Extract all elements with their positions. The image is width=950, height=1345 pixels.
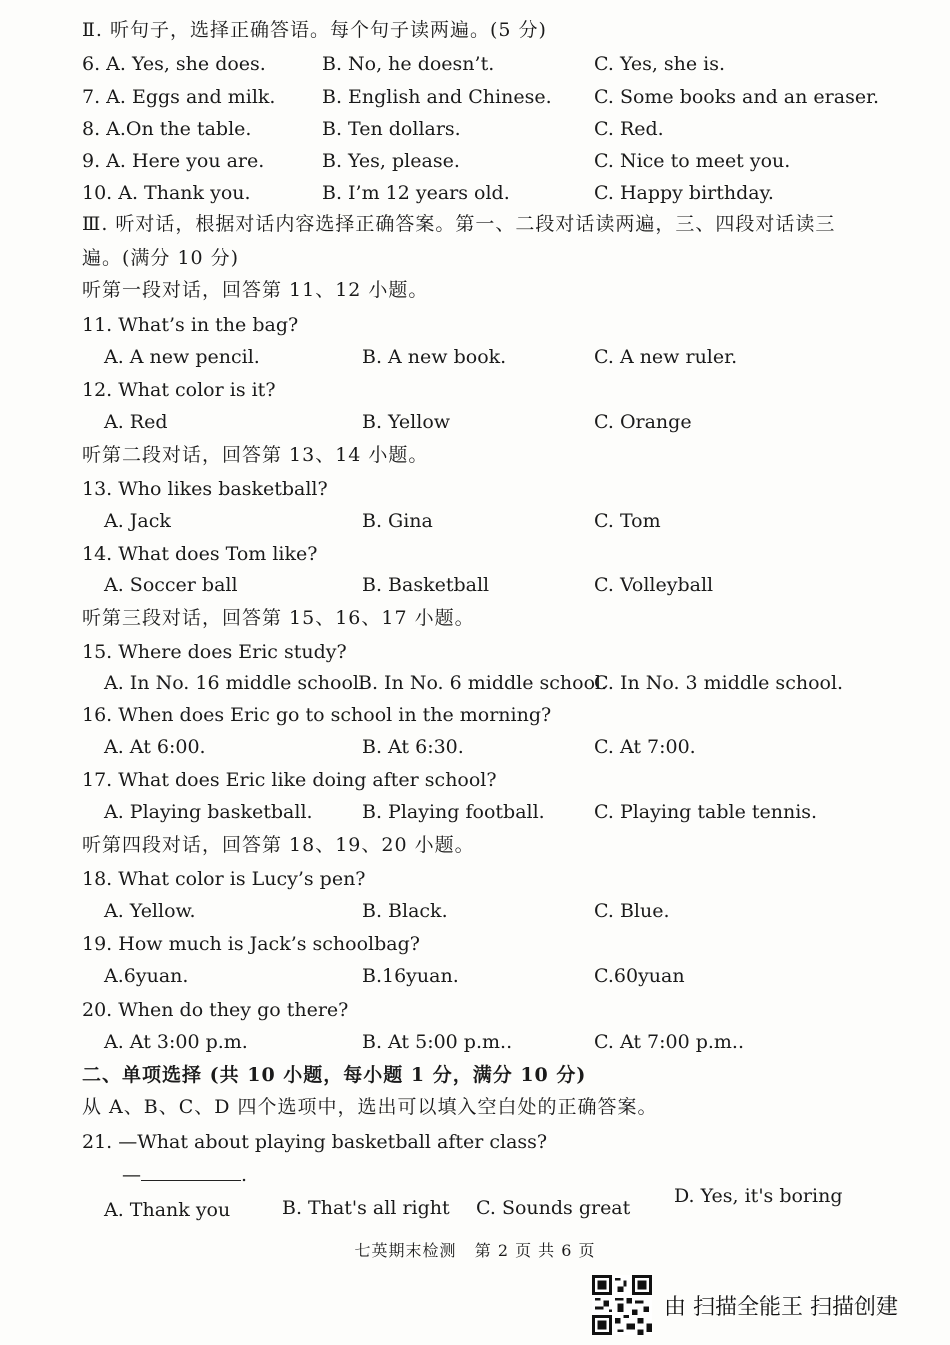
question-14-option-c: C. Volleyball xyxy=(594,574,714,596)
question-15-option-b: B. In No. 6 middle school. xyxy=(358,672,608,694)
question-18-option-a: A. Yellow. xyxy=(104,900,196,922)
question-12-option-b: B. Yellow xyxy=(362,411,451,433)
question-19-option-c: C.60yuan xyxy=(594,965,685,987)
qr-code-icon xyxy=(592,1275,652,1335)
question-8-option-c: C. Red. xyxy=(594,118,664,140)
question-13-option-c: C. Tom xyxy=(594,510,661,532)
question-17-stem: 17. What does Eric like doing after school? xyxy=(82,769,497,791)
question-20-option-b: B. At 5:00 p.m.. xyxy=(362,1031,513,1053)
question-21-reply-end: . xyxy=(241,1164,248,1186)
question-21-reply-dash: — xyxy=(122,1164,141,1186)
question-17-option-b: B. Playing football. xyxy=(362,801,545,823)
answer-blank xyxy=(141,1162,241,1181)
dialog-3-instruction: 听第三段对话，回答第 15、16、17 小题。 xyxy=(82,607,475,629)
question-21-option-c: C. Sounds great xyxy=(476,1197,631,1219)
section-3-header-line2: 遍。(满分 10 分) xyxy=(82,247,240,269)
question-15-option-c: C. In No. 3 middle school. xyxy=(594,672,844,694)
question-20-stem: 20. When do they go there? xyxy=(82,999,349,1021)
question-16-option-a: A. At 6:00. xyxy=(104,736,206,758)
question-13-option-b: B. Gina xyxy=(362,510,433,532)
question-17-option-a: A. Playing basketball. xyxy=(104,801,313,823)
question-15-option-a: A. In No. 16 middle school. xyxy=(104,672,366,694)
question-20-option-a: A. At 3:00 p.m. xyxy=(104,1031,248,1053)
question-16-option-b: B. At 6:30. xyxy=(362,736,464,758)
section-3-header-line1: Ⅲ. 听对话，根据对话内容选择正确答案。第一、二段对话读两遍，三、四段对话读三 xyxy=(82,213,836,235)
question-17-option-c: C. Playing table tennis. xyxy=(594,801,818,823)
question-9-option-a: 9. A. Here you are. xyxy=(82,150,265,172)
question-6-option-c: C. Yes, she is. xyxy=(594,53,726,75)
question-9-option-b: B. Yes, please. xyxy=(322,150,460,172)
question-10-option-c: C. Happy birthday. xyxy=(594,182,774,204)
question-7-option-c: C. Some books and an eraser. xyxy=(594,86,880,108)
question-21-option-d: D. Yes, it's boring xyxy=(674,1185,843,1207)
question-10-option-b: B. I’m 12 years old. xyxy=(322,182,510,204)
question-7-option-b: B. English and Chinese. xyxy=(322,86,552,108)
question-20-option-c: C. At 7:00 p.m.. xyxy=(594,1031,745,1053)
question-21-option-a: A. Thank you xyxy=(104,1199,231,1221)
question-18-option-b: B. Black. xyxy=(362,900,448,922)
question-21-option-b: B. That's all right xyxy=(282,1197,450,1219)
question-6-option-b: B. No, he doesn’t. xyxy=(322,53,495,75)
part-2-header: 二、单项选择 (共 10 小题，每小题 1 分，满分 10 分) xyxy=(82,1064,587,1086)
question-19-option-b: B.16yuan. xyxy=(362,965,459,987)
question-21-stem: 21. —What about playing basketball after class? xyxy=(82,1131,548,1153)
question-7-option-a: 7. A. Eggs and milk. xyxy=(82,86,276,108)
question-14-option-b: B. Basketball xyxy=(362,574,490,596)
question-16-option-c: C. At 7:00. xyxy=(594,736,696,758)
question-8-option-a: 8. A.On the table. xyxy=(82,118,252,140)
question-9-option-c: C. Nice to meet you. xyxy=(594,150,791,172)
question-11-option-b: B. A new book. xyxy=(362,346,507,368)
question-12-stem: 12. What color is it? xyxy=(82,379,276,401)
question-11-option-a: A. A new pencil. xyxy=(104,346,260,368)
question-18-option-c: C. Blue. xyxy=(594,900,670,922)
question-14-option-a: A. Soccer ball xyxy=(104,574,238,596)
question-13-stem: 13. Who likes basketball? xyxy=(82,478,328,500)
dialog-1-instruction: 听第一段对话，回答第 11、12 小题。 xyxy=(82,279,429,301)
question-12-option-a: A. Red xyxy=(104,411,168,433)
question-13-option-a: A. Jack xyxy=(104,510,171,532)
page-footer: 七英期末检测 第 2 页 共 6 页 xyxy=(354,1241,596,1260)
question-15-stem: 15. Where does Eric study? xyxy=(82,641,347,663)
section-2-header: Ⅱ. 听句子，选择正确答语。每个句子读两遍。(5 分) xyxy=(82,19,547,41)
scanner-watermark: 由 扫描全能王 扫描创建 xyxy=(664,1295,898,1320)
question-10-option-a: 10. A. Thank you. xyxy=(82,182,251,204)
question-19-option-a: A.6yuan. xyxy=(104,965,189,987)
question-16-stem: 16. When does Eric go to school in the morning? xyxy=(82,704,552,726)
question-18-stem: 18. What color is Lucy’s pen? xyxy=(82,868,366,890)
part-2-instruction: 从 A、B、C、D 四个选项中，选出可以填入空白处的正确答案。 xyxy=(82,1096,658,1118)
question-14-stem: 14. What does Tom like? xyxy=(82,543,318,565)
question-12-option-c: C. Orange xyxy=(594,411,692,433)
dialog-4-instruction: 听第四段对话，回答第 18、19、20 小题。 xyxy=(82,834,475,856)
question-11-stem: 11. What’s in the bag? xyxy=(82,314,299,336)
question-6-option-a: 6. A. Yes, she does. xyxy=(82,53,266,75)
dialog-2-instruction: 听第二段对话，回答第 13、14 小题。 xyxy=(82,444,429,466)
question-19-stem: 19. How much is Jack’s schoolbag? xyxy=(82,933,420,955)
question-8-option-b: B. Ten dollars. xyxy=(322,118,461,140)
question-11-option-c: C. A new ruler. xyxy=(594,346,738,368)
